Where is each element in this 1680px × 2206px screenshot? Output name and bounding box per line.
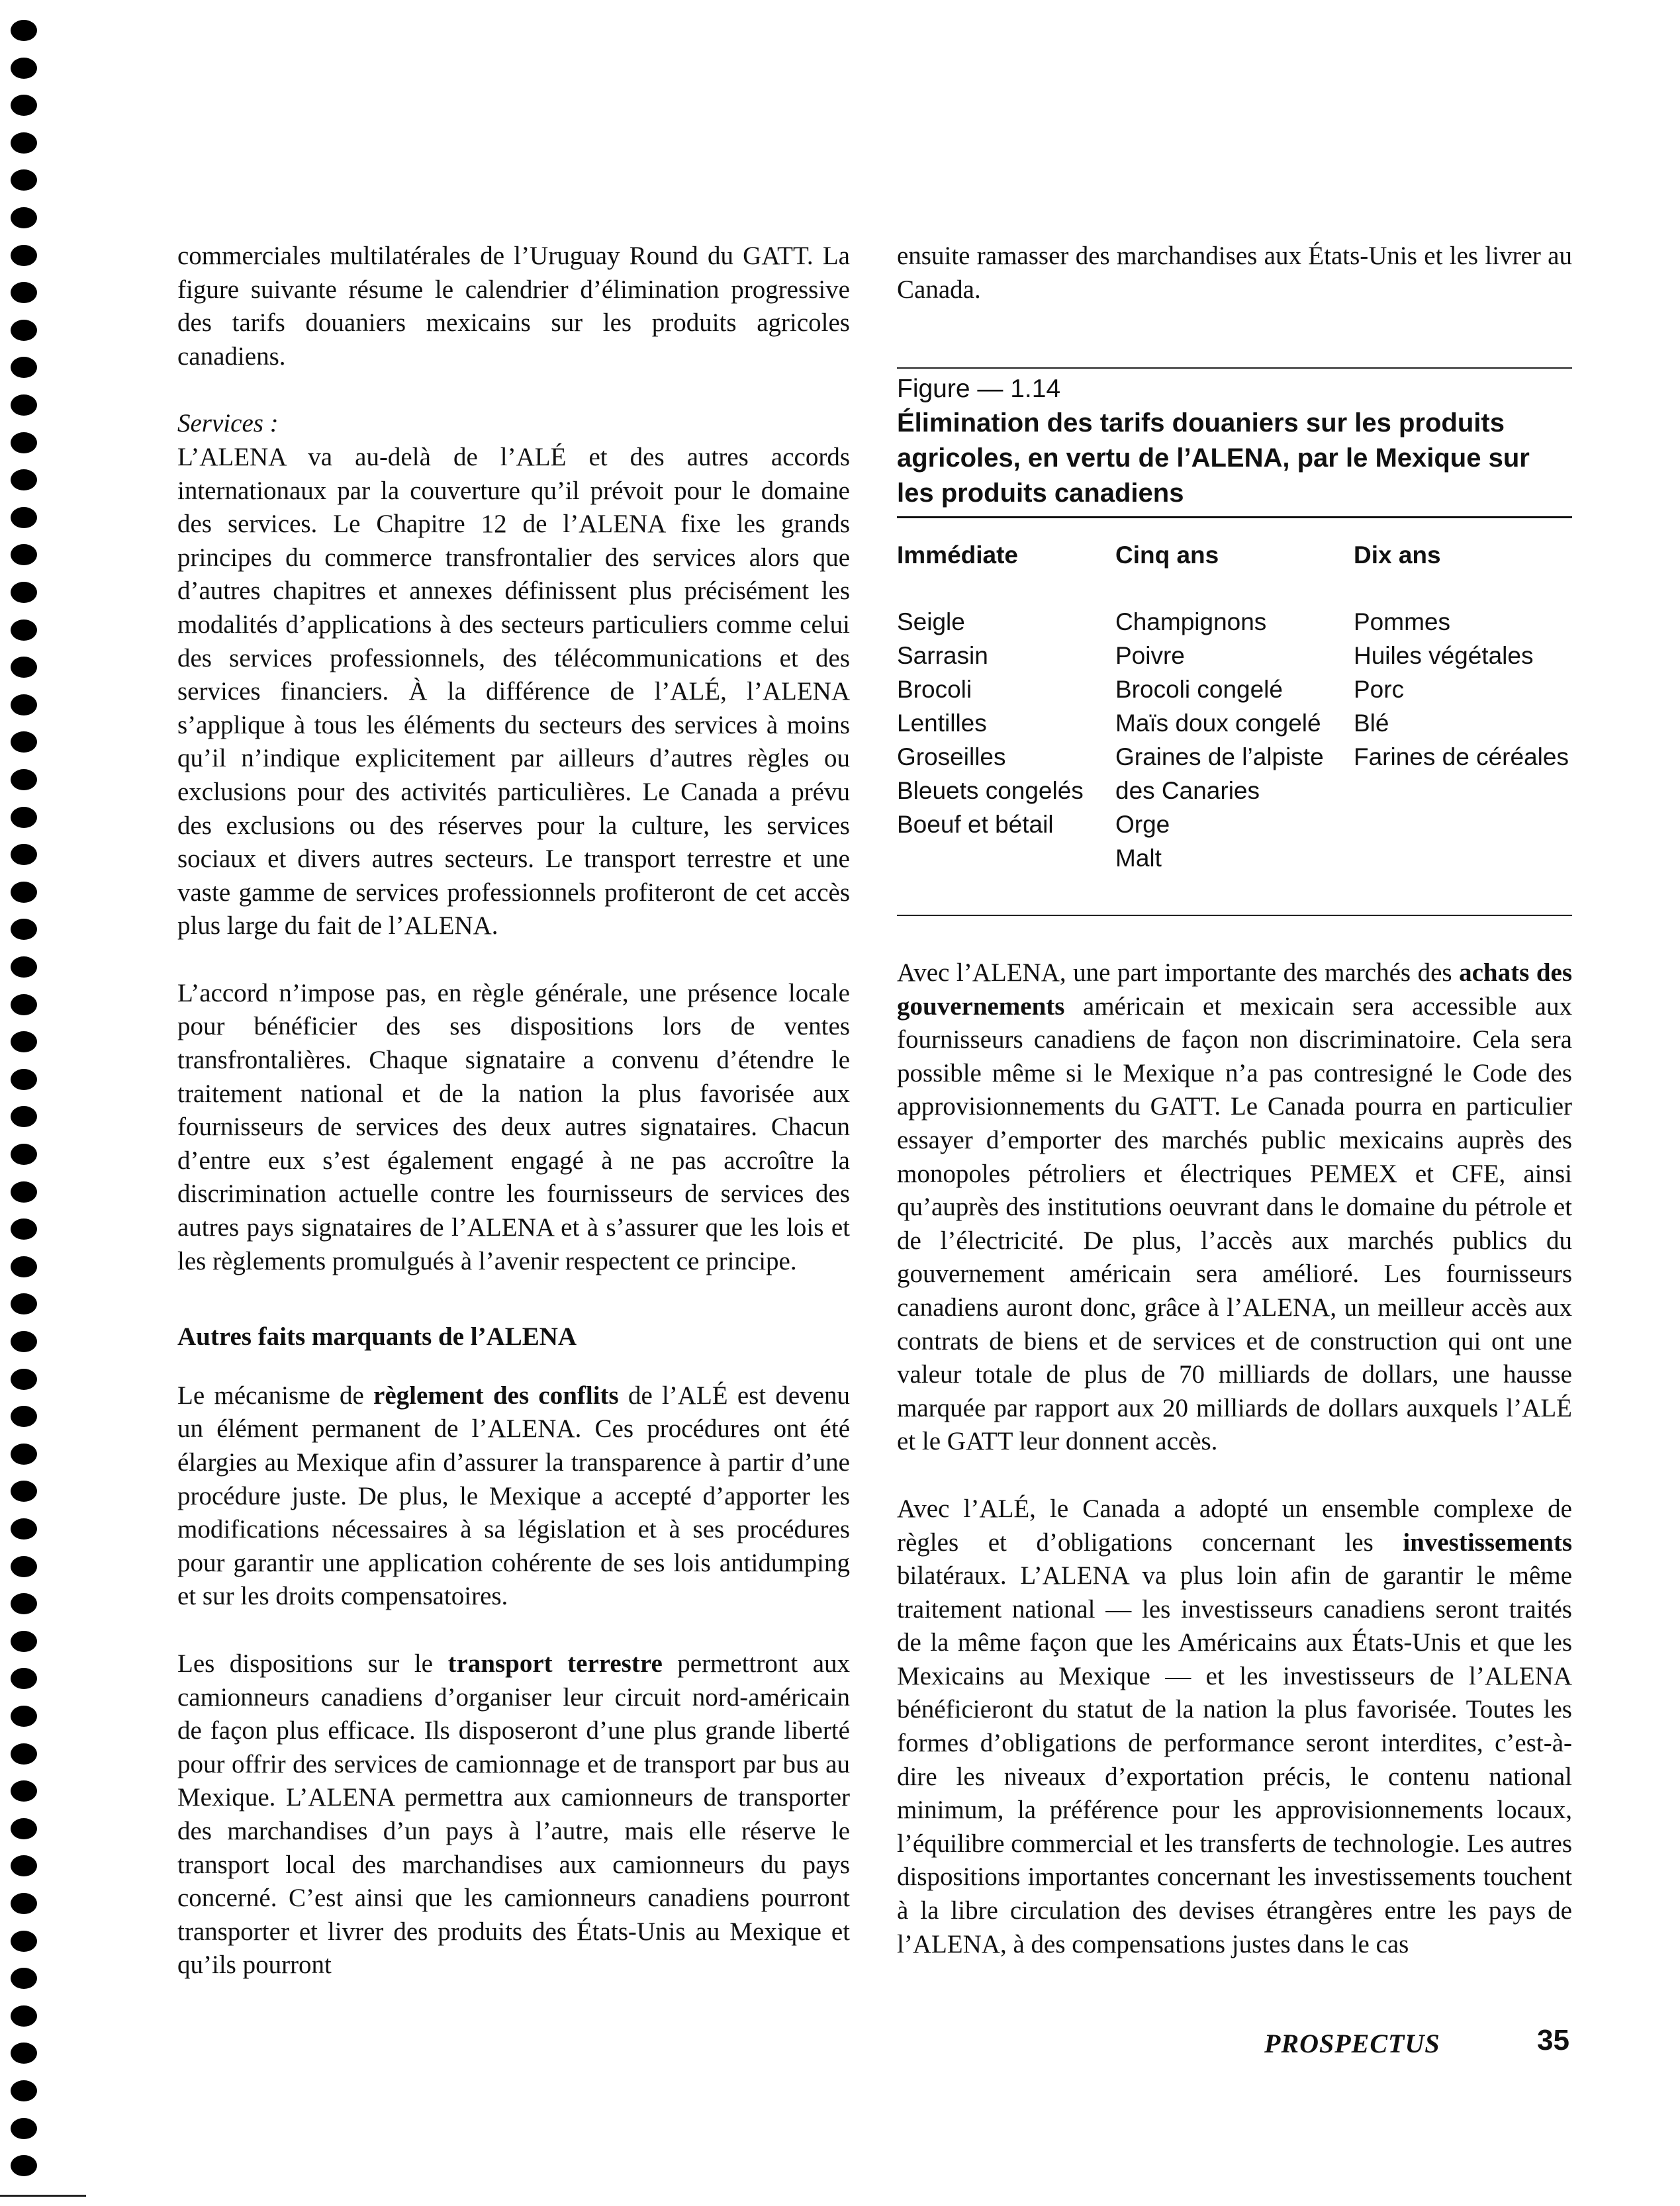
binding-hole: [11, 956, 37, 978]
binding-hole: [11, 1481, 37, 1502]
binding-hole: [11, 2080, 37, 2101]
binding-hole: [11, 919, 37, 940]
binding-hole: [11, 994, 37, 1015]
binding-hole: [11, 58, 37, 79]
right-column-lower: [897, 956, 1572, 1961]
binding-hole: [11, 731, 37, 753]
figure-item: Pommes: [1354, 608, 1450, 635]
binding-hole: [11, 844, 37, 865]
binding-hole: [11, 1106, 37, 1127]
binding-hole: [11, 132, 37, 154]
figure-item: Boeuf et bétail: [897, 811, 1054, 838]
figure-bottom-rule: [897, 915, 1572, 916]
binding-hole: [11, 169, 37, 191]
achats-bold: achats des gouvernements: [897, 958, 1572, 1021]
figure-1-14: [897, 367, 1572, 916]
binding-hole: [11, 1593, 37, 1614]
figure-item: Champignons: [1115, 608, 1267, 635]
figure-item: Porc: [1354, 676, 1405, 703]
figure-column-dix-ans: [1354, 538, 1572, 875]
binding-hole: [11, 620, 37, 641]
binding-hole: [11, 20, 37, 41]
binding-hole: [11, 1855, 37, 1876]
binding-hole: [11, 1444, 37, 1465]
binding-hole: [11, 1968, 37, 1989]
binding-hole: [11, 1256, 37, 1277]
figure-item: Brocoli: [897, 676, 972, 703]
binding-hole: [11, 1556, 37, 1577]
right-column: [897, 240, 1572, 306]
binding-hole: [11, 245, 37, 266]
binding-hole: [11, 1818, 37, 1839]
figure-item: Huiles végétales: [1354, 642, 1534, 669]
transport-bold: transport terrestre: [447, 1649, 663, 1678]
figure-table: [897, 518, 1572, 915]
figure-item: Sarrasin: [897, 642, 988, 669]
page-number: 35: [1537, 2024, 1569, 2056]
binding-hole: [11, 1331, 37, 1352]
figure-item: Brocoli congelé: [1115, 676, 1283, 703]
binding-hole: [11, 1181, 37, 1203]
binding-hole: [11, 2005, 37, 2027]
continuation-paragraph: ensuite ramasser des marchandises aux États-Unis et les livrer au Canada.: [897, 242, 1572, 304]
binding-hole: [11, 394, 37, 416]
figure-item: Orge: [1115, 811, 1170, 838]
binding-hole: [11, 1069, 37, 1090]
binding-hole: [11, 694, 37, 715]
figure-item: Bleuets congelés: [897, 777, 1084, 804]
figure-column-immediate: [897, 538, 1115, 875]
binding-hole: [11, 1144, 37, 1165]
binding-hole: [11, 207, 37, 228]
figure-item: Groseilles: [897, 743, 1006, 770]
binding-hole: [11, 544, 37, 565]
figure-item: Poivre: [1115, 642, 1185, 669]
invest-paragraph: Avec l’ALÉ, le Canada a adopté un ensemble complexe de règles et d’obligations concernant les investissements bilatéraux. L’ALENA va plus loin afin de garantir le même traitement national — les investisseurs canadiens seront traités de la même façon que les Américains aux États-Unis et que les Mexicains au Mexique — et les investisseurs de l’ALENA bénéficieront du statut de la nation la plus favorisée. Toutes les formes d’obligations de performance seront interdites, c’est-à-dire les niveaux d’exportation précis, le contenu national minimum, la préférence pour les approvisionnements locaux, l’équilibre commercial et les transferts de technologie. Les autres dispositions importantes concernant les investissements touchent à la libre circulation des devises étrangères entre les pays de l’ALENA, à des compensations justes dans le cas: [897, 1494, 1572, 1958]
figure-column-cinq-ans: [1115, 538, 1354, 875]
figure-column-header: Dix ans: [1354, 541, 1441, 569]
binding-hole: [11, 1031, 37, 1052]
binding-hole: [11, 1931, 37, 1952]
figure-item: Malt: [1115, 845, 1162, 872]
binding-hole: [11, 882, 37, 903]
binding-hole: [11, 1668, 37, 1689]
autres-heading: Autres faits marquants de l’ALENA: [177, 1322, 577, 1352]
binding-hole: [11, 432, 37, 453]
binding-hole: [11, 1406, 37, 1427]
figure-item: Farines de céréales: [1354, 743, 1569, 770]
figure-item: Blé: [1354, 710, 1389, 737]
binding-hole: [11, 2118, 37, 2139]
figure-item: Lentilles: [897, 710, 987, 737]
binding-hole: [11, 95, 37, 116]
binding-hole: [11, 320, 37, 341]
left-column: [177, 240, 850, 1982]
binding-hole: [11, 769, 37, 790]
figure-column-header: Cinq ans: [1115, 541, 1219, 569]
binding-hole: [11, 1518, 37, 1540]
achats-paragraph: Avec l’ALENA, une part importante des marchés des achats des gouvernements américain et mexicain sera accessible aux fournisseurs canadiens de façon non discriminatoire. Cela sera possible même si le Mexique n’a pas contresigné le Code des approvisionnements du GATT. Le Canada pourra en particulier essayer d’emporter des marchés public mexicains auprès des monopoles pétroliers et électriques PEMEX et CFE, ainsi qu’auprès des institutions oeuvrant dans le domaine du pétrole et de l’électricité. De plus, l’accès aux marchés publics du gouvernement américain sera amélioré. Les fournisseurs canadiens auront donc, grâce à l’ALENA, un meilleur accès aux contrats de biens et de services et de construction qui ont une valeur totale de plus de 70 milliards de dollars, une hausse marquée par rapport aux 20 milliards de dollars auxquels l’ALÉ et le GATT leur donnent accès.: [897, 958, 1572, 1456]
binding-hole: [11, 1218, 37, 1240]
conflits-bold: règlement des conflits: [373, 1381, 619, 1410]
conflits-paragraph: Le mécanisme de règlement des conflits de l’ALÉ est devenu un élément permanent de l’ALENA. Ces procédures ont été élargies au Mexique afin d’assurer la transparence à partir d’une procédure juste. De plus, le Mexique a accepté d’apporter les modifications nécessaires à sa législation et à ses procédures pour garantir une application cohérente de ses lois antidumping et sur les droits compensatoires.: [177, 1381, 850, 1611]
binding-hole: [11, 1369, 37, 1390]
binding-hole: [11, 1706, 37, 1727]
figure-item: Graines de l’alpiste: [1115, 743, 1324, 770]
figure-item: Maïs doux congelé: [1115, 710, 1321, 737]
binding-hole: [11, 1631, 37, 1652]
binding-hole: [11, 1780, 37, 1802]
binding-hole: [11, 469, 37, 490]
figure-column-header: Immédiate: [897, 541, 1019, 569]
binding-hole: [11, 1893, 37, 1914]
intro-paragraph: commerciales multilatérales de l’Uruguay Round du GATT. La figure suivante résume le calendrier d’élimination progressive des tarifs douaniers mexicains sur les produits agricoles canadiens.: [177, 242, 850, 371]
invest-bold: investissements: [1403, 1528, 1572, 1557]
figure-item: des Canaries: [1115, 777, 1260, 804]
figure-item: Seigle: [897, 608, 965, 635]
binding-hole: [11, 282, 37, 303]
figure-top-rule: [897, 367, 1572, 369]
figure-label: Figure — 1.14: [897, 375, 1061, 403]
binding-hole: [11, 807, 37, 828]
services-heading: Services :: [177, 409, 279, 438]
figure-title: Élimination des tarifs douaniers sur les produits agricoles, en vertu de l’ALENA, par le Mexique sur les produits canadiens: [897, 408, 1530, 508]
bottom-rule: [0, 2195, 86, 2197]
binding-hole: [11, 582, 37, 603]
prospectus-logo: PROSPECTUS: [1264, 2029, 1440, 2058]
binding-hole: [11, 507, 37, 528]
binding-hole: [11, 2043, 37, 2064]
binding-hole: [11, 2155, 37, 2176]
accord-paragraph: L’accord n’impose pas, en règle générale, une présence locale pour bénéficier des ses dispositions lors de ventes transfrontalières. Chaque signataire a convenu d’étendre le traitement national et de la nation la plus favorisée aux fournisseurs de services des deux autres signataires. Chacun d’entre eux s’est également engagé à ne pas accroître la discrimination actuelle contre les fournisseurs de services des autres pays signataires de l’ALENA et à s’assurer que les lois et les règlements promulgués à l’avenir respectent ce principe.: [177, 978, 850, 1275]
transport-paragraph: Les dispositions sur le transport terrestre permettront aux camionneurs canadiens d’organiser leur circuit nord-américain de façon plus efficace. Ils disposeront d’une plus grande liberté pour offrir des services de camionnage et de transport par bus au Mexique. L’ALENA permettra aux camionneurs de transporter des marchandises d’un pays à l’autre, mais elle réserve le transport local des marchandises aux camionneurs du pays concerné. C’est ainsi que les camionneurs canadiens pourront transporter et livrer des produits des États-Unis au Mexique et qu’ils pourront: [177, 1649, 851, 1980]
binding-hole: [11, 1743, 37, 1765]
binding-hole: [11, 357, 37, 378]
services-paragraph: L’ALENA va au-delà de l’ALÉ et des autres accords internationaux par la couverture qu’il prévoit pour le domaine des services. Le Chapitre 12 de l’ALENA fixe les grands principes du commerce transfrontalier des services alors que d’autres chapitres et annexes définissent plus précisément les modalités d’applications à des secteurs particuliers comme celui des services professionnels, des télécommunications et des services financiers. À la différence de l’ALÉ, l’ALENA s’applique à tous les éléments du secteurs des services à moins qu’il n’indique explicitement par ailleurs d’autres règles ou exclusions pour des activités particulières. Le Canada a prévu des exclusions ou des réserves pour la culture, les services sociaux et divers autres secteurs. Le transport terrestre et une vaste gamme de services professionnels profiteront de cet accès plus large du fait de l’ALENA.: [177, 442, 850, 941]
binding-hole: [11, 1293, 37, 1314]
binding-hole: [11, 657, 37, 678]
